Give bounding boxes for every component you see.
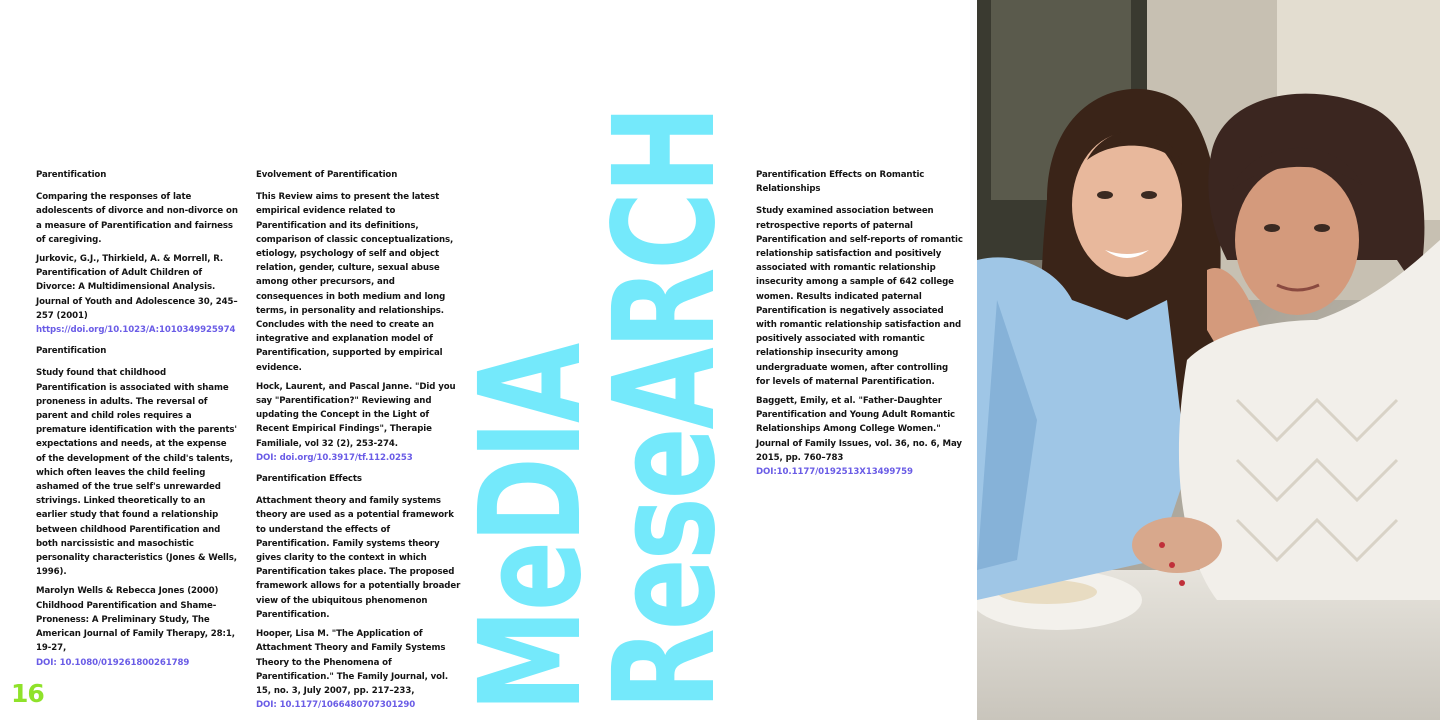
entry-citation: Marolyn Wells & Rebecca Jones (2000) Childhood Parentification and Shame-Proneness: A Preliminary Study, The American Journal of Family Therapy, 28:1, 19-27,: [36, 586, 235, 654]
entry-heading: Parentification: [36, 170, 107, 180]
entry-summary: Study examined association between retrospective reports of paternal Parentification and self-reports of romantic relationship satisfaction and positively associated with romantic relationship insecurity among a sample of 642 college women. Results indicated paternal Parentification is negatively associated with romantic relationship satisfaction and positively associated with romantic relationship insecurity among undergraduate women, after controlling for levels of maternal Parentification.: [756, 206, 963, 387]
research-entry: [756, 168, 964, 479]
research-entry: [256, 168, 464, 465]
research-column-2: [256, 168, 464, 719]
entry-summary: This Review aims to present the latest empirical evidence related to Parentification and its definitions, comparison of classic conceptualizations, etiology, psychology of self and object relation, gender, culture, sexual abuse among other precursors, and consequences in both medium and long terms, in personality and relationships. Concludes with the need to create an integrative and explanation model of Parentification, supported by empirical evidence.: [256, 192, 454, 373]
research-column-1: [36, 168, 238, 677]
entry-citation: Jurkovic, G.J., Thirkield, A. & Morrell, R. Parentification of Adult Children of Divorce: A Multidimensional Analysis. Journal of Youth and Adolescence 30, 245–257 (2001): [36, 254, 238, 321]
entry-heading: Parentification Effects: [256, 474, 362, 485]
entry-doi-link[interactable]: https://doi.org/10.1023/A:1010349925974: [36, 325, 236, 336]
entry-summary: Study found that childhood Parentification is associated with shame proneness in adults. The reversal of parent and child roles requires a premature identification with the parents' expectations and needs, at the expense of the development of the child's talents, which often leaves the child feeling ashamed of the true self's unrewarded strivings. Linked theoretically to an earlier study that found a relationship between childhood Parentification and both narcissistic and masochistic personality characteristics (Jones & Wells, 1996).: [36, 368, 237, 578]
entry-heading: Parentification: [36, 346, 107, 357]
entry-citation: Baggett, Emily, et al. "Father-Daughter Parentification and Young Adult Romantic Relationships Among College Women." Journal of Family Issues, vol. 36, no. 6, May 2015, pp. 760–783: [756, 396, 962, 463]
entry-summary: Comparing the responses of late adolescents of divorce and non-divorce on a measure of Parentification and fairness of caregiving.: [36, 192, 238, 245]
research-entry: [36, 168, 238, 337]
research-column-3: [756, 168, 964, 486]
entry-doi-link[interactable]: DOI: 10.1177/1066480707301290: [256, 700, 416, 711]
title-word-media: MeDIA: [450, 345, 613, 712]
entry-doi-link[interactable]: DOI:10.1177/0192513X13499759: [756, 467, 913, 478]
entry-summary: Attachment theory and family systems theory are used as a potential framework to understand the effects of Parentification. Family systems theory gives clarity to the context in which Parentification takes place. The proposed framework allows for a potentially broader view of the ubiquitous phenomenon Parentification.: [256, 496, 461, 620]
entry-doi-link[interactable]: DOI: 10.1080/019261800261789: [36, 657, 190, 668]
research-entry: [36, 344, 238, 669]
title-word-research: ReseARCH: [584, 107, 747, 711]
entry-citation: Hooper, Lisa M. "The Application of Attachment Theory and Family Systems Theory to the Phenomena of Parentification." The Family Journal, vol. 15, no. 3, July 2007, pp. 217–233,: [256, 629, 448, 696]
entry-citation: Hock, Laurent, and Pascal Janne. "Did you say "Parentification?" Reviewing and updating the Concept in the Light of Recent Empirical Findings", Therapie Familiale, vol 32 (2), 253-274.: [256, 381, 456, 449]
page-number: 16: [11, 679, 44, 708]
research-entry: [256, 472, 464, 712]
entry-heading: Parentification Effects on Romantic Relationships: [756, 170, 925, 195]
entry-doi-link[interactable]: DOI: doi.org/10.3917/tf.112.0253: [256, 452, 413, 463]
entry-heading: Evolvement of Parentification: [256, 170, 398, 180]
mother-daughter-photo: [977, 0, 1440, 720]
